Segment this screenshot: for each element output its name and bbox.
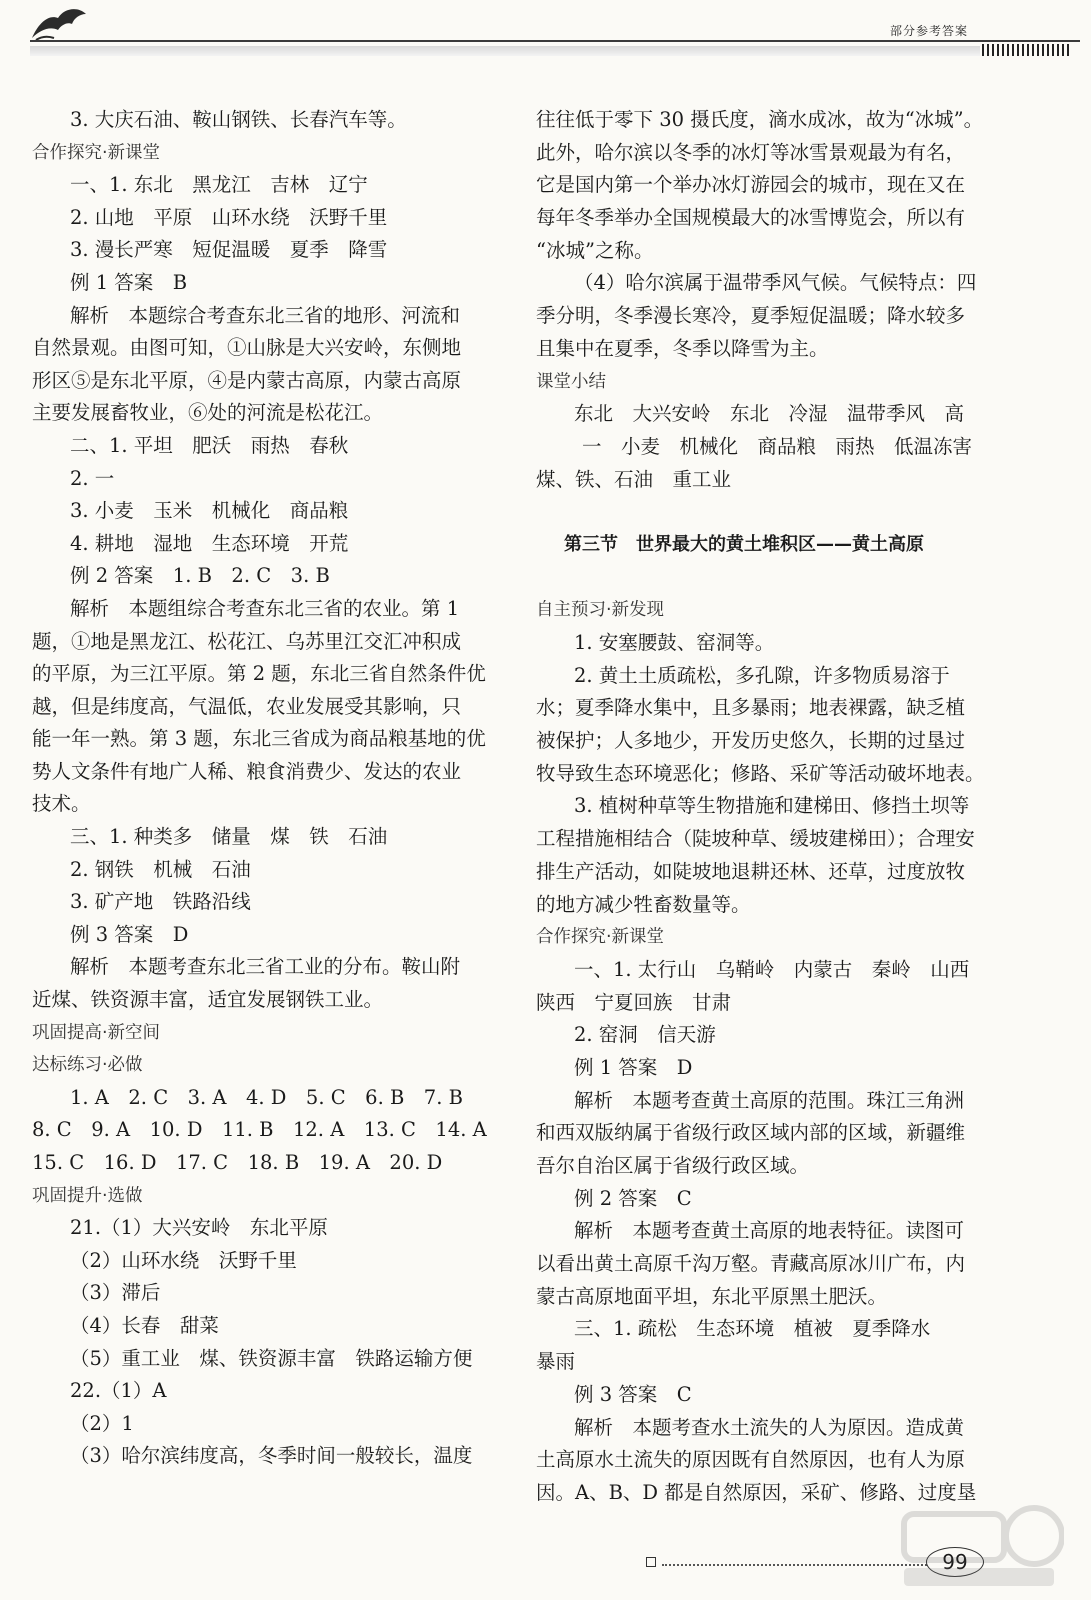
left-column-line: 近煤、铁资源丰富，适宜发展钢铁工业。 bbox=[32, 988, 384, 1012]
left-column-line: 能一年一熟。第 3 题，东北三省成为商品粮基地的优 bbox=[32, 727, 486, 751]
left-column-line: 15. C 16. D 17. C 18. B 19. A 20. D bbox=[32, 1151, 443, 1174]
left-column-line: 达标练习·必做 bbox=[32, 1055, 143, 1076]
bird-ornament-icon bbox=[28, 4, 98, 44]
left-column-line: 题，①地是黑龙江、松花江、乌苏里江交汇冲积成 bbox=[32, 629, 462, 653]
right-column-line: 一 小麦 机械化 商品粮 雨热 低温冻害 bbox=[582, 434, 973, 458]
right-column-line: 例 1 答案 D bbox=[574, 1055, 693, 1079]
left-column-line: 2. 一 bbox=[70, 466, 115, 490]
header-barcode-ornament bbox=[982, 44, 1072, 56]
left-column-line: （2）山环水绕 沃野千里 bbox=[70, 1248, 297, 1272]
right-column-line: 它是国内第一个举办冰灯游园会的城市，现在又在 bbox=[536, 173, 966, 197]
left-column-line: 例 3 答案 D bbox=[70, 922, 189, 946]
page-number: 99 bbox=[926, 1547, 984, 1577]
right-column-line: 课堂小结 bbox=[536, 371, 606, 392]
right-column-line: 此外，哈尔滨以冬季的冰灯等冰雪景观最为有名， bbox=[536, 140, 966, 164]
right-column-line: 因。A、B、D 都是自然原因，采矿、修路、过度垦 bbox=[536, 1480, 977, 1504]
left-column-line: （3）哈尔滨纬度高，冬季时间一般较长，温度 bbox=[70, 1444, 473, 1468]
left-column-line: 解析 本题考查东北三省工业的分布。鞍山附 bbox=[70, 955, 461, 979]
right-column-line: 排生产活动，如陡坡地退耕还林、还草，过度放牧 bbox=[536, 859, 966, 883]
right-column-line: 第三节 世界最大的黄土堆积区——黄土高原 bbox=[564, 533, 924, 555]
right-column-line: 每年冬季举办全国规模最大的冰雪博览会，所以有 bbox=[536, 206, 966, 230]
right-column-line: 自主预习·新发现 bbox=[536, 600, 665, 621]
header-label: 部分参考答案 bbox=[890, 24, 969, 38]
left-column-line: （2）1 bbox=[70, 1411, 134, 1435]
left-column-line: 4. 耕地 湿地 生态环境 开荒 bbox=[70, 531, 349, 555]
right-column-line: 解析 本题考查黄土高原的范围。珠江三角洲 bbox=[574, 1088, 965, 1112]
stamp-watermark-icon bbox=[894, 1496, 1064, 1592]
left-column-line: （5）重工业 煤、铁资源丰富 铁路运输方便 bbox=[70, 1346, 473, 1370]
right-column-line: 牧导致生态环境恶化；修路、采矿等活动破坏地表。 bbox=[536, 761, 985, 785]
right-column-line: 的地方减少牲畜数量等。 bbox=[536, 892, 751, 916]
left-column-line: 巩固提升·选做 bbox=[32, 1185, 143, 1206]
left-column-line: 解析 本题综合考查东北三省的地形、河流和 bbox=[70, 303, 461, 327]
right-column-line: 煤、铁、石油 重工业 bbox=[536, 467, 732, 491]
left-column-line: 解析 本题组综合考查东北三省的农业。第 1 bbox=[70, 596, 460, 620]
left-column-line: 例 1 答案 B bbox=[70, 270, 188, 294]
header-band bbox=[30, 46, 980, 56]
left-column-line: 2. 钢铁 机械 石油 bbox=[70, 857, 251, 881]
left-column-line: 合作探究·新课堂 bbox=[32, 142, 161, 163]
footer-box-icon bbox=[646, 1557, 656, 1567]
right-column-line: 一、1. 太行山 乌鞘岭 内蒙古 秦岭 山西 bbox=[574, 957, 970, 981]
left-column-line: 技术。 bbox=[32, 792, 91, 816]
left-column-line: 1. A 2. C 3. A 4. D 5. C 6. B 7. B bbox=[70, 1085, 463, 1109]
right-column-line: 解析 本题考查水土流失的人为原因。造成黄 bbox=[574, 1415, 965, 1439]
right-column-line: 工程措施相结合（陡坡种草、缓坡建梯田）；合理安 bbox=[536, 827, 975, 851]
right-column-line: 合作探究·新课堂 bbox=[536, 927, 665, 948]
left-column bbox=[32, 104, 507, 1473]
left-column-line: 例 2 答案 1. B 2. C 3. B bbox=[70, 564, 330, 588]
left-column-line: 越，但是纬度高，气温低，农业发展受其影响，只 bbox=[32, 694, 462, 718]
right-column-line: 2. 窑洞 信天游 bbox=[574, 1023, 716, 1047]
right-column-line: 例 2 答案 C bbox=[574, 1186, 692, 1210]
left-column-line: 主要发展畜牧业，⑥处的河流是松花江。 bbox=[32, 401, 384, 425]
right-column-line: 三、1. 疏松 生态环境 植被 夏季降水 bbox=[574, 1317, 931, 1341]
right-column-line bbox=[536, 562, 1026, 595]
right-column-line: 1. 安塞腰鼓、窑洞等。 bbox=[574, 631, 775, 654]
left-column-line: 3. 矿产地 铁路沿线 bbox=[70, 890, 251, 914]
right-column-line: 被保护；人多地少，开发历史悠久，长期的过垦过 bbox=[536, 729, 966, 753]
left-column-line: 3. 大庆石油、鞍山钢铁、长春汽车等。 bbox=[70, 108, 407, 131]
left-column-line: 21.（1）大兴安岭 东北平原 bbox=[70, 1216, 328, 1240]
left-column-line: 自然景观。由图可知，①山脉是大兴安岭，东侧地 bbox=[32, 336, 462, 360]
left-column-line: 3. 小麦 玉米 机械化 商品粮 bbox=[70, 499, 349, 523]
right-column-line: （4）哈尔滨属于温带季风气候。气候特点：四 bbox=[574, 271, 977, 295]
left-column-line: 三、1. 种类多 储量 煤 铁 石油 bbox=[70, 825, 388, 849]
right-column-line: 2. 黄土土质疏松，多孔隙，许多物质易溶于 bbox=[574, 663, 950, 687]
left-column-line: （4）长春 甜菜 bbox=[70, 1313, 219, 1337]
right-column-line: 解析 本题考查黄土高原的地表特征。读图可 bbox=[574, 1219, 965, 1243]
right-column-line: 东北 大兴安岭 东北 冷湿 温带季风 高 bbox=[574, 402, 965, 426]
right-column-line: 3. 植树种草等生物措施和建梯田、修挡土坝等 bbox=[574, 794, 970, 818]
right-column bbox=[536, 104, 1026, 1510]
left-column-line: 的平原，为三江平原。第 2 题，东北三省自然条件优 bbox=[32, 662, 486, 686]
left-column-line: （3）滞后 bbox=[70, 1281, 161, 1305]
right-column-line bbox=[536, 496, 1026, 529]
header-rule bbox=[30, 40, 1080, 42]
right-column-line: 往往低于零下 30 摄氏度，滴水成冰，故为“冰城”。 bbox=[536, 108, 984, 131]
right-column-line: 土高原水土流失的原因既有自然原因，也有人为原 bbox=[536, 1448, 966, 1472]
left-column-line: 3. 漫长严寒 短促温暖 夏季 降雪 bbox=[70, 238, 388, 262]
right-column-line: 以看出黄土高原千沟万壑。青藏高原冰川广布，内 bbox=[536, 1252, 966, 1276]
right-column-line: 吾尔自治区属于省级行政区域。 bbox=[536, 1154, 810, 1177]
right-column-line: “冰城”之称。 bbox=[536, 238, 654, 262]
left-column-line: 二、1. 平坦 肥沃 雨热 春秋 bbox=[70, 433, 349, 457]
right-column-line: 陕西 宁夏回族 甘肃 bbox=[536, 990, 732, 1014]
right-column-line: 和西双版纳属于省级行政区域内部的区域，新疆维 bbox=[536, 1121, 966, 1145]
right-column-line: 季分明，冬季漫长寒冷，夏季短促温暖；降水较多 bbox=[536, 304, 966, 328]
right-column-line: 蒙古高原地面平坦，东北平原黑土肥沃。 bbox=[536, 1284, 888, 1308]
right-column-line: 且集中在夏季，冬季以降雪为主。 bbox=[536, 336, 829, 360]
right-column-line: 例 3 答案 C bbox=[574, 1382, 692, 1406]
left-column-line: 8. C 9. A 10. D 11. B 12. A 13. C 14. A bbox=[32, 1118, 487, 1142]
page-header bbox=[0, 0, 1091, 70]
right-column-line: 暴雨 bbox=[536, 1350, 576, 1374]
left-column-line: 势人文条件有地广人稀、粮食消费少、发达的农业 bbox=[32, 759, 462, 783]
left-column-line: 22.（1）A bbox=[70, 1379, 167, 1403]
left-column-line: 2. 山地 平原 山环水绕 沃野千里 bbox=[70, 205, 388, 229]
left-column-line: 巩固提高·新空间 bbox=[32, 1022, 161, 1043]
left-column-line: 形区⑤是东北平原，④是内蒙古高原，内蒙古高原 bbox=[32, 368, 462, 392]
right-column-line: 水；夏季降水集中，且多暴雨；地表裸露，缺乏植 bbox=[536, 696, 966, 720]
left-column-line: 一、1. 东北 黑龙江 吉林 辽宁 bbox=[70, 173, 368, 197]
